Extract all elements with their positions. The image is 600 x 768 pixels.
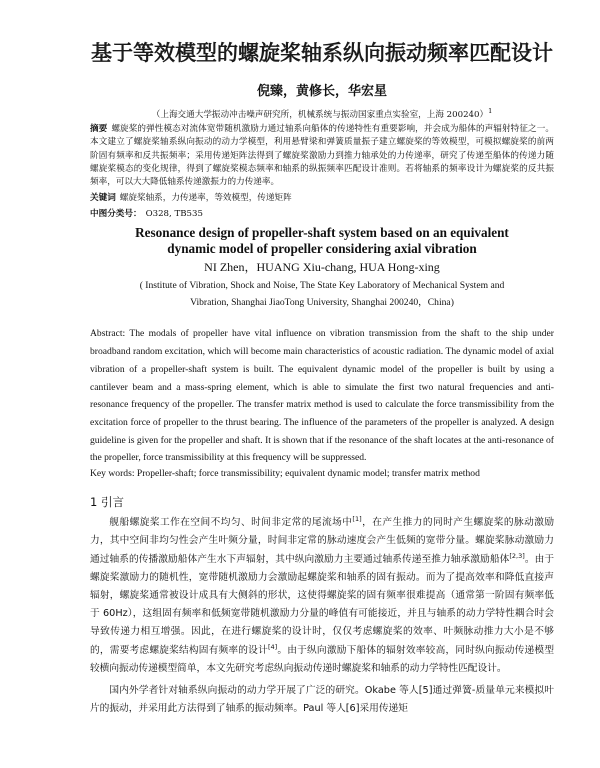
- keywords-cn: [90, 192, 554, 205]
- citation-4: [4]: [267, 642, 278, 651]
- intro-p1-text-a: 舰船螺旋桨工作在空间不均匀、时间非定常的尾流场中: [109, 517, 353, 529]
- keywords-en-label: Key words:: [90, 468, 135, 480]
- intro-paragraph-1: [90, 514, 554, 678]
- section-heading-introduction: 1 引言: [90, 495, 124, 510]
- clc-text: O328, TB535: [145, 209, 203, 220]
- affiliation-en-line2: Vibration, Shanghai JiaoTong University, Shanghai 200240，China): [190, 297, 454, 309]
- paper-title-cn: 基于等效模型的螺旋桨轴系纵向振动频率匹配设计: [91, 41, 553, 65]
- paper-title-en-line2: dynamic model of propeller considering axial vibration: [167, 241, 477, 257]
- affiliation-en-line1: ( Institute of Vibration, Shock and Noise, The State Key Laboratory of Mechanical System and: [139, 280, 505, 292]
- intro-p2-text: 国内外学者针对轴系纵向振动的动力学开展了广泛的研究。Okabe 等人[5]通过弹簧-质量单元来模拟叶片的振动，并采用此方法得到了轴系的振动频率。Paul 等人[6]采用传递矩: [90, 684, 554, 715]
- keywords-en: [90, 467, 554, 481]
- affiliation-cn-text: （上海交通大学振动冲击噪声研究所，机械系统与振动国家重点实验室，上海 200240）: [151, 110, 489, 120]
- intro-paragraph-2: [90, 682, 554, 718]
- paper-title-en-line1: Resonance design of propeller-shaft system based on an equivalent: [135, 225, 509, 241]
- intro-p1-text-b: ，在产生推力的同时产生螺旋桨的脉动激励力，其中空间非均匀性会产生叶频分量，时间非定常的脉动速度会产生低频的宽带分量。螺旋桨脉动激励力通过轴系的传播激励船体产生水下声辐射，其中纵向激励力主要通过轴系传递至推力轴承激励船体: [90, 517, 555, 565]
- abstract-cn: [90, 123, 554, 189]
- clc-number: [90, 208, 554, 221]
- keywords-cn-label: 关键词: [90, 193, 116, 204]
- affiliation-cn: [90, 109, 554, 121]
- affiliation-en: [90, 277, 554, 311]
- abstract-en-text: The modals of propeller have vital influence on vibration transmission from the shaft to the ship under broadband random excitation, which will become main characteristics of acoustic radiation. The dynamic model of axial vibration of a propeller-shaft system is built. The equivalent dynamic model of the propeller is built by using a cantilever beam and a mass-spring element, which is able to simulate the first two natural frequencies and anti-resonance frequency of the propeller. The transfer matrix method is used to calculate the force transmissibility from the excitation force of propeller to the thrust bearing. The influence of the parameters of the propeller is analyzed. A design guideline is given for the propeller and shaft. It is shown that if the resonance of the shaft locates at the anti-resonance of the propeller, force transmissibility at this frequency will be suppressed.: [90, 328, 554, 464]
- abstract-en: [90, 325, 554, 467]
- authors-cn: 倪臻，黄修长，华宏星: [256, 84, 387, 99]
- keywords-cn-text: 螺旋桨轴系，力传递率，等效模型，传递矩阵: [119, 193, 292, 204]
- clc-label: 中图分类号：: [90, 209, 142, 220]
- abstract-cn-label: 摘要: [90, 124, 108, 134]
- keywords-en-text: Propeller-shaft; force transmissibility; equivalent dynamic model; transfer matrix method: [136, 468, 480, 480]
- affiliation-footnote-mark: 1: [488, 107, 493, 116]
- authors-en: NI Zhen，HUANG Xiu-chang, HUA Hong-xing: [204, 260, 440, 275]
- intro-p1-text-d: 。由于纵向激励下船体的辐射效率较高，同时纵向振动传递模型较横向振动传递模型简单，本文先研究考虑纵向振动传递时螺旋桨和轴系的动力学特性匹配设计。: [90, 644, 555, 674]
- abstract-cn-text: 螺旋桨的弹性模态对流体宽带随机激励力通过轴系向船体的传递特性有重要影响，并会成为船体的声辐射特征之一。本文建立了螺旋桨轴系纵向振动的动力学模型，利用悬臂梁和弹簧质量振子建立螺旋桨的等效模型，可模拟螺旋桨的前两阶固有频率和反共振频率；采用传递矩阵法得到了螺旋桨激励力到推力轴承处的力传递率，研究了传递至船体的传递力随螺旋桨模态的变化规律，得到了螺旋桨模态频率和轴系的纵振频率匹配设计准则。若将轴系的频率设计为螺旋桨的反共振频率，可以大大降低轴系传递激振力的力传递率。: [90, 124, 554, 188]
- citation-2-3: [2,3]: [509, 551, 525, 560]
- intro-p1-text-c: 。由于螺旋桨激励力的随机性，宽带随机激励力会激励起螺旋桨和轴系的固有振动。而为了提高效率和降低直接声辐射，螺旋桨通常被设计成具有大侧斜的形状，这使得螺旋桨的固有频率很难提高（通常第一阶固有频率低于 60Hz），这组固有频率和低频宽带随机激励力分量的峰值有可能接近，并且与轴系的动力学特性耦合时会导致传递力相互增强。因此，在进行螺旋桨的设计时，仅仅考虑螺旋桨的效率、叶频脉动推力大小是不够的，需要考虑螺旋桨结构固有频率的设计: [90, 553, 555, 656]
- citation-1: [1]: [352, 514, 362, 523]
- abstract-en-label: Abstract:: [90, 328, 126, 340]
- paper-title-en: [90, 225, 554, 257]
